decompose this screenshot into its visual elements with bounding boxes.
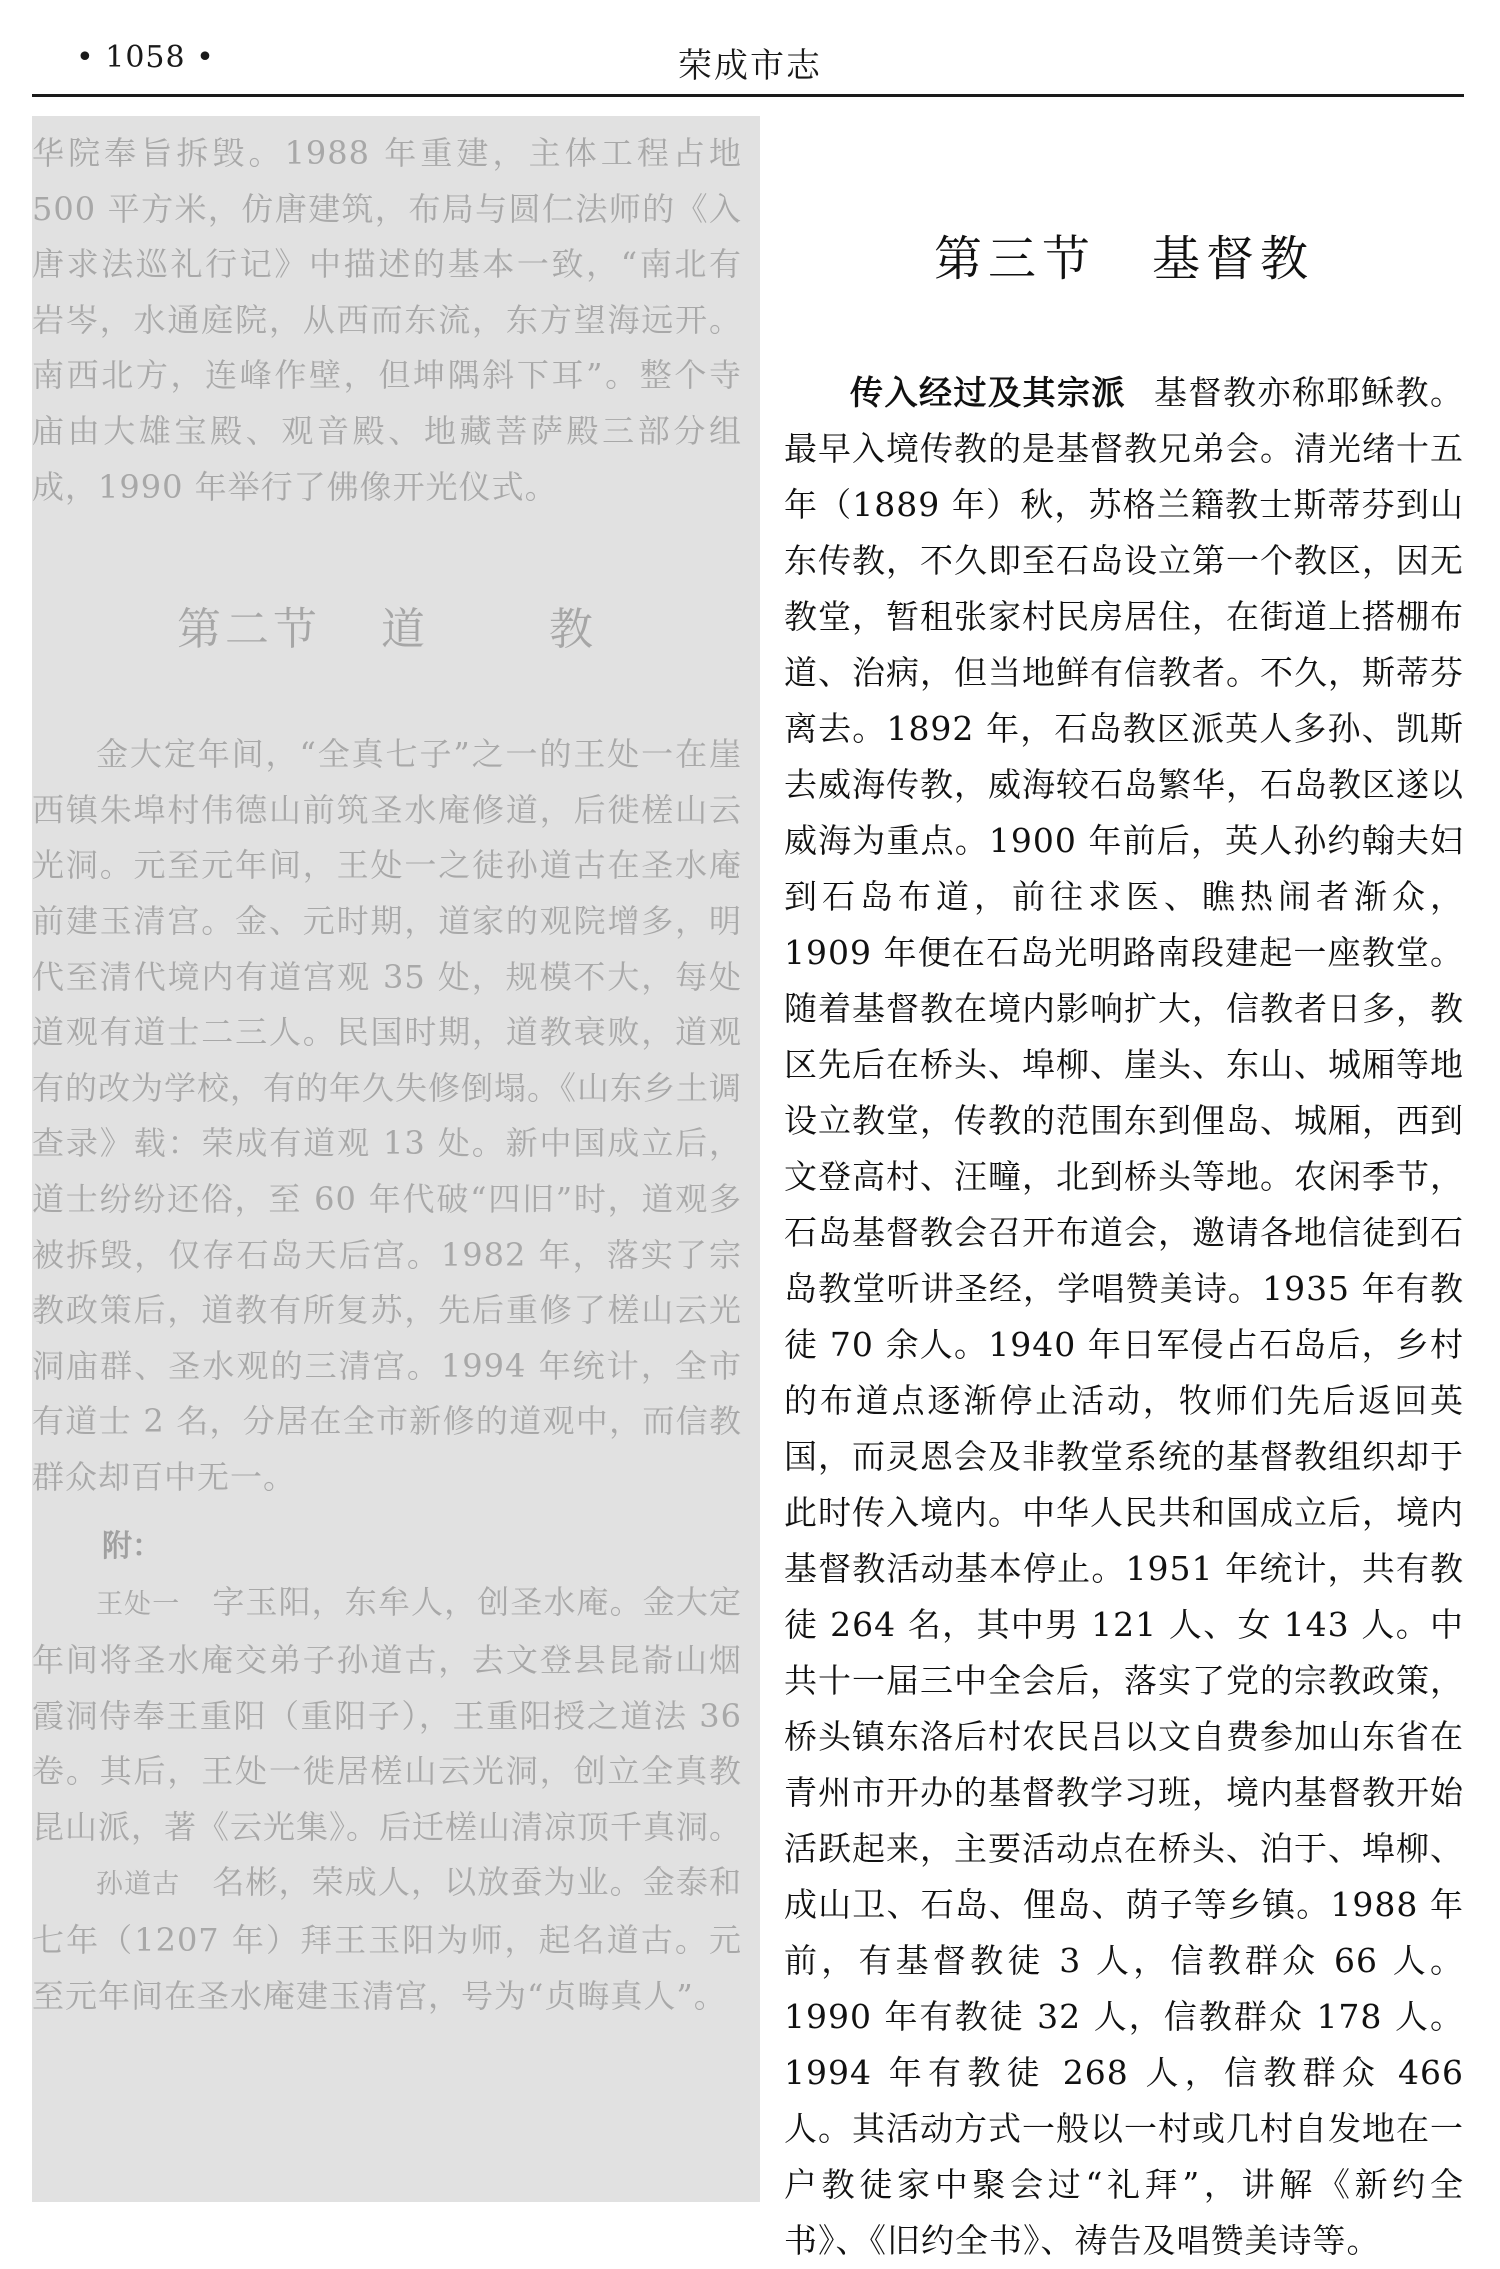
header-rule [32, 94, 1464, 97]
biography-wang-chuyi [32, 1575, 742, 1855]
section-number: 第三节 [933, 231, 1096, 287]
daoism-paragraph: 金大定年间，“全真七子”之一的王处一在崖西镇朱埠村伟德山前筑圣水庵修道，后徙槎山云光洞。元至元年间，王处一之徒孙道古在圣水庵前建玉清宫。金、元时期，道家的观院增多，明代至清代境内有道宫观 35 处，规模不大，每处道观有道士二三人。民国时期，道教衰败，道观有的改为学校，有的年久失修倒塌。《山东乡土调查录》载：荣成有道观 13 处。新中国成立后，道士纷纷还俗，至 60 年代破“四旧”时，道观多被拆毁，仅存石岛天后宫。1982 年，落实了宗教政策后，道教有所复苏，先后重修了槎山云光洞庙群、圣水观的三清宫。1994 年统计，全市有道士 2 名，分居在全市新修的道观中，而信教群众却百中无一。 [32, 735, 743, 1496]
appendix-label: 附： [102, 1529, 162, 1565]
biography-sun-daogu [32, 1855, 742, 2024]
section-name-char-2: 教 [549, 604, 597, 656]
christianity-body: 基督教亦称耶稣教。最早入境传教的是基督教兄弟会。清光绪十五年（1889 年）秋，苏格兰籍教士斯蒂芬到山东传教，不久即至石岛设立第一个教区，因无教堂，暂租张家村民房居住，在街道上搭棚布道、治病，但当地鲜有信教者。不久，斯蒂芬离去。1892 年，石岛教区派英人多孙、凯斯去威海传教，威海较石岛繁华，石岛教区遂以威海为重点。1900 年前后，英人孙约翰夫妇到石岛布道，前往求医、瞧热闹者渐众，1909 年便在石岛光明路南段建起一座教堂。随着基督教在境内影响扩大，信教者日多，教区先后在桥头、埠柳、崖头、东山、城厢等地设立教堂，传教的范围东到俚岛、城厢，西到文登高村、汪疃，北到桥头等地。农闲季节，石岛基督教会召开布道会，邀请各地信徒到石岛教堂听讲圣经，学唱赞美诗。1935 年有教徒 70 余人。1940 年日军侵占石岛后，乡村的布道点逐渐停止活动，牧师们先后返回英国，而灵恩会及非教堂系统的基督教组织却于此时传入境内。中华人民共和国成立后，境内基督教活动基本停止。1951 年统计，共有教徒 264 名，其中男 121 人、女 143 人。中共十一届三中全会后，落实了党的宗教政策，桥头镇东洛后村农民吕以文自费参加山东省在青州市开办的基督教学习班，境内基督教开始活跃起来，主要活动点在桥头、泊于、埠柳、成山卫、石岛、俚岛、荫子等乡镇。1988 年前，有基督教徒 3 人，信教群众 66 人。1990 年有教徒 32 人，信教群众 178 人。1994 年有教徒 268 人，信教群众 466 人。其活动方式一般以一村或几村自发地在一户教徒家中聚会过“礼拜”，讲解《新约全书》、《旧约全书》、祷告及唱赞美诗等。 [784, 373, 1464, 2260]
biography-name: 孙道古 [96, 1869, 181, 1901]
right-column [784, 116, 1464, 2269]
section-name-char-1: 道 [381, 604, 429, 656]
biography-text: 字玉阳，东牟人，创圣水庵。金大定年间将圣水庵交弟子孙道古，去文登县昆嵛山烟霞洞侍奉王重阳（重阳子），王重阳授之道法 36 卷。其后，王处一徙居槎山云光洞，创立全真教昆山派，著《云光集》。后迁槎山清凉顶千真洞。 [32, 1583, 743, 1846]
left-column-shaded [32, 116, 760, 2202]
page-header [0, 0, 1500, 100]
running-title: 荣成市志 [678, 46, 822, 86]
section-title-daoism [32, 593, 742, 657]
biography-name: 王处一 [96, 1589, 181, 1621]
page-number: • 1058 • [76, 40, 215, 75]
section-name: 基督教 [1152, 231, 1315, 287]
christianity-paragraph [784, 365, 1464, 2269]
intro-paragraph: 华院奉旨拆毁。1988 年重建，主体工程占地 500 平方米，仿唐建筑，布局与圆仁法师的《入唐求法巡礼行记》中描述的基本一致，“南北有岩岑，水通庭院，从西而东流，东方望海远开。南西北方，连峰作壁，但坤隅斜下耳”。整个寺庙由大雄宝殿、观音殿、地藏菩萨殿三部分组成，1990 年举行了佛像开光仪式。 [32, 134, 742, 506]
section-number: 第二节 [177, 604, 321, 656]
section-title-christianity [784, 220, 1464, 289]
run-in-heading: 传入经过及其宗派 [850, 373, 1126, 412]
biography-text: 名彬，荣成人，以放蚕为业。金泰和七年（1207 年）拜王玉阳为师，起名道古。元至元年间在圣水庵建玉清宫，号为“贞晦真人”。 [32, 1863, 742, 2015]
